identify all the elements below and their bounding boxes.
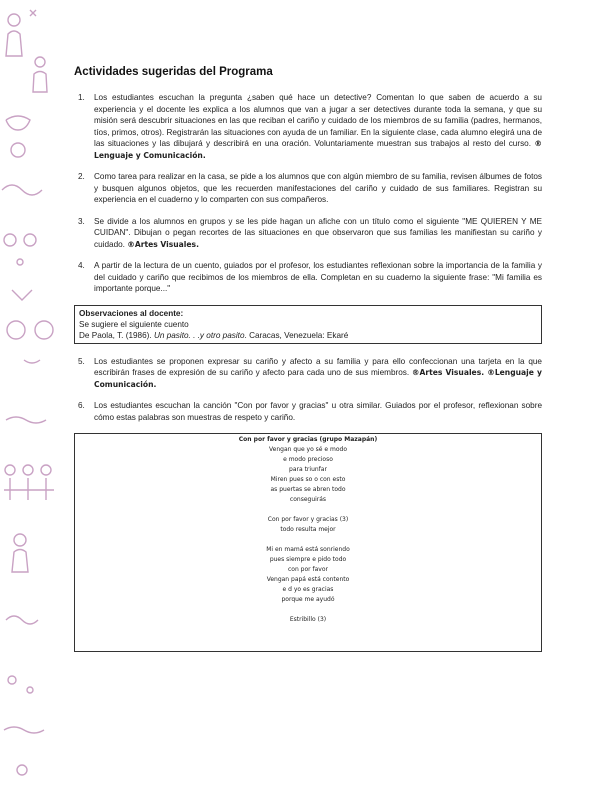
song-spacer: [75, 605, 541, 615]
activity-text: Los estudiantes escuchan la pregunta ¿saben qué hace un detective? Comentan lo que saben de acuerdo a su experiencia y el docente les explica a los alumnos que van a jugar a ser detectives durante toda la semana, y que su misión será descubrir situaciones en las que reciban el cariño y cuidado de los miembros de su familia (padres, hermanos, tíos, primos, otros). Registrarán las situaciones con ayuda de un familiar. En la siguiente clase, cada alumno elegirá una de las situaciones y las dibujará y describirá en una oración. Voluntariamente muestran sus trabajos al resto del curso.: [94, 93, 542, 148]
activity-number: 3.: [78, 216, 85, 226]
family-drawings-illustration: [0, 0, 60, 800]
song-line: e d yo es gracias: [282, 586, 334, 593]
song-spacer: [75, 535, 541, 545]
activity-number: 4.: [78, 261, 85, 270]
subject-reference: ® Lenguaje y Comunicación.: [94, 139, 542, 160]
song-line: e modo precioso: [283, 456, 333, 463]
song-line: Mi en mamá está sonriendo: [266, 546, 350, 553]
activity-item: [74, 171, 542, 206]
song-line: porque me ayudó: [281, 596, 335, 603]
observations-line: Se sugiere el siguiente cuento: [79, 319, 189, 329]
activity-item: [74, 216, 542, 251]
activity-number: 1.: [78, 93, 85, 102]
activity-item: [74, 260, 542, 295]
section-title: Actividades sugeridas del Programa: [74, 66, 273, 78]
song-line: as puertas se abren todo: [270, 486, 346, 493]
activity-text: Los estudiantes se proponen expresar su cariño y afecto a su familia y para ello confeccionan una tarjeta en la que escribirán frases de expresión de su cariño y afecto para cada uno de sus miembros.: [94, 356, 542, 377]
song-line: pues siempre e pido todo: [269, 556, 347, 563]
song-line: todo resulta mejor: [280, 526, 336, 533]
citation-publisher: . Caracas, Venezuela: Ekaré: [244, 330, 349, 340]
song-line: Vengan que yo sé e modo: [269, 446, 347, 453]
citation-book-title: Un pasito. . .y otro pasito: [153, 330, 245, 340]
song-line: Estribillo (3): [289, 616, 327, 623]
activity-number: 2.: [78, 172, 85, 181]
subject-reference: ®Artes Visuales.: [127, 239, 199, 249]
activity-item: [74, 92, 542, 161]
activity-text: Los estudiantes escuchan la canción "Con por favor y gracias" u otra similar. Guiados por el profesor, reflexionan sobre cómo estas palabras son muestras de respeto y cariño.: [94, 401, 542, 422]
observations-title: Observaciones al docente:: [79, 308, 184, 318]
song-line: Con por favor y gracias (3): [267, 516, 349, 523]
activity-text: Se divide a los alumnos en grupos y se les pide hagan un afiche con un título como el siguiente "ME QUIEREN Y ME CUIDAN". Dibujan o pegan recortes de las situaciones en que observaron que sus familias les manifiestan su cariño y cuidado.: [94, 216, 542, 249]
subject-reference: ®Artes Visuales. ®Lenguaje y Comunicación.: [94, 368, 542, 389]
activity-number: 5.: [78, 356, 85, 366]
song-title: Con por favor y gracias (grupo Mazapán): [238, 436, 378, 443]
song-spacer: [75, 505, 541, 515]
activity-item: [74, 356, 542, 391]
activity-text: Como tarea para realizar en la casa, se pide a los alumnos que con algún miembro de su familia, revisen álbumes de fotos y busquen algunos objetos, que les recuerden manifestaciones del cariño y cuidado de sus familiares. Registran su experiencia en el cuaderno y lo comparten con sus compañeros.: [94, 172, 542, 204]
teacher-observations-box: [74, 305, 542, 344]
song-line: conseguirás: [289, 496, 327, 503]
song-line: Vengan papá está contento: [266, 576, 350, 583]
observations-citation: [79, 330, 537, 341]
margin-decoration: [0, 0, 60, 800]
activity-text: A partir de la lectura de un cuento, guiados por el profesor, los estudiantes reflexionan sobre la importancia de la familia y del cuidado y cariño que recibimos de los miembros de ella. Completan en su cuaderno la siguiente frase: "Mi familia es importante porque...": [94, 261, 542, 293]
song-line: Miren pues so o con esto: [270, 476, 346, 483]
citation-author: De Paola, T. (1986).: [79, 330, 152, 340]
song-lyrics-box: [74, 433, 542, 652]
document-body: [74, 66, 542, 652]
song-line: con por favor: [287, 566, 328, 573]
activity-item: [74, 400, 542, 423]
activity-number: 6.: [78, 401, 85, 410]
song-line: para triunfar: [289, 466, 327, 473]
